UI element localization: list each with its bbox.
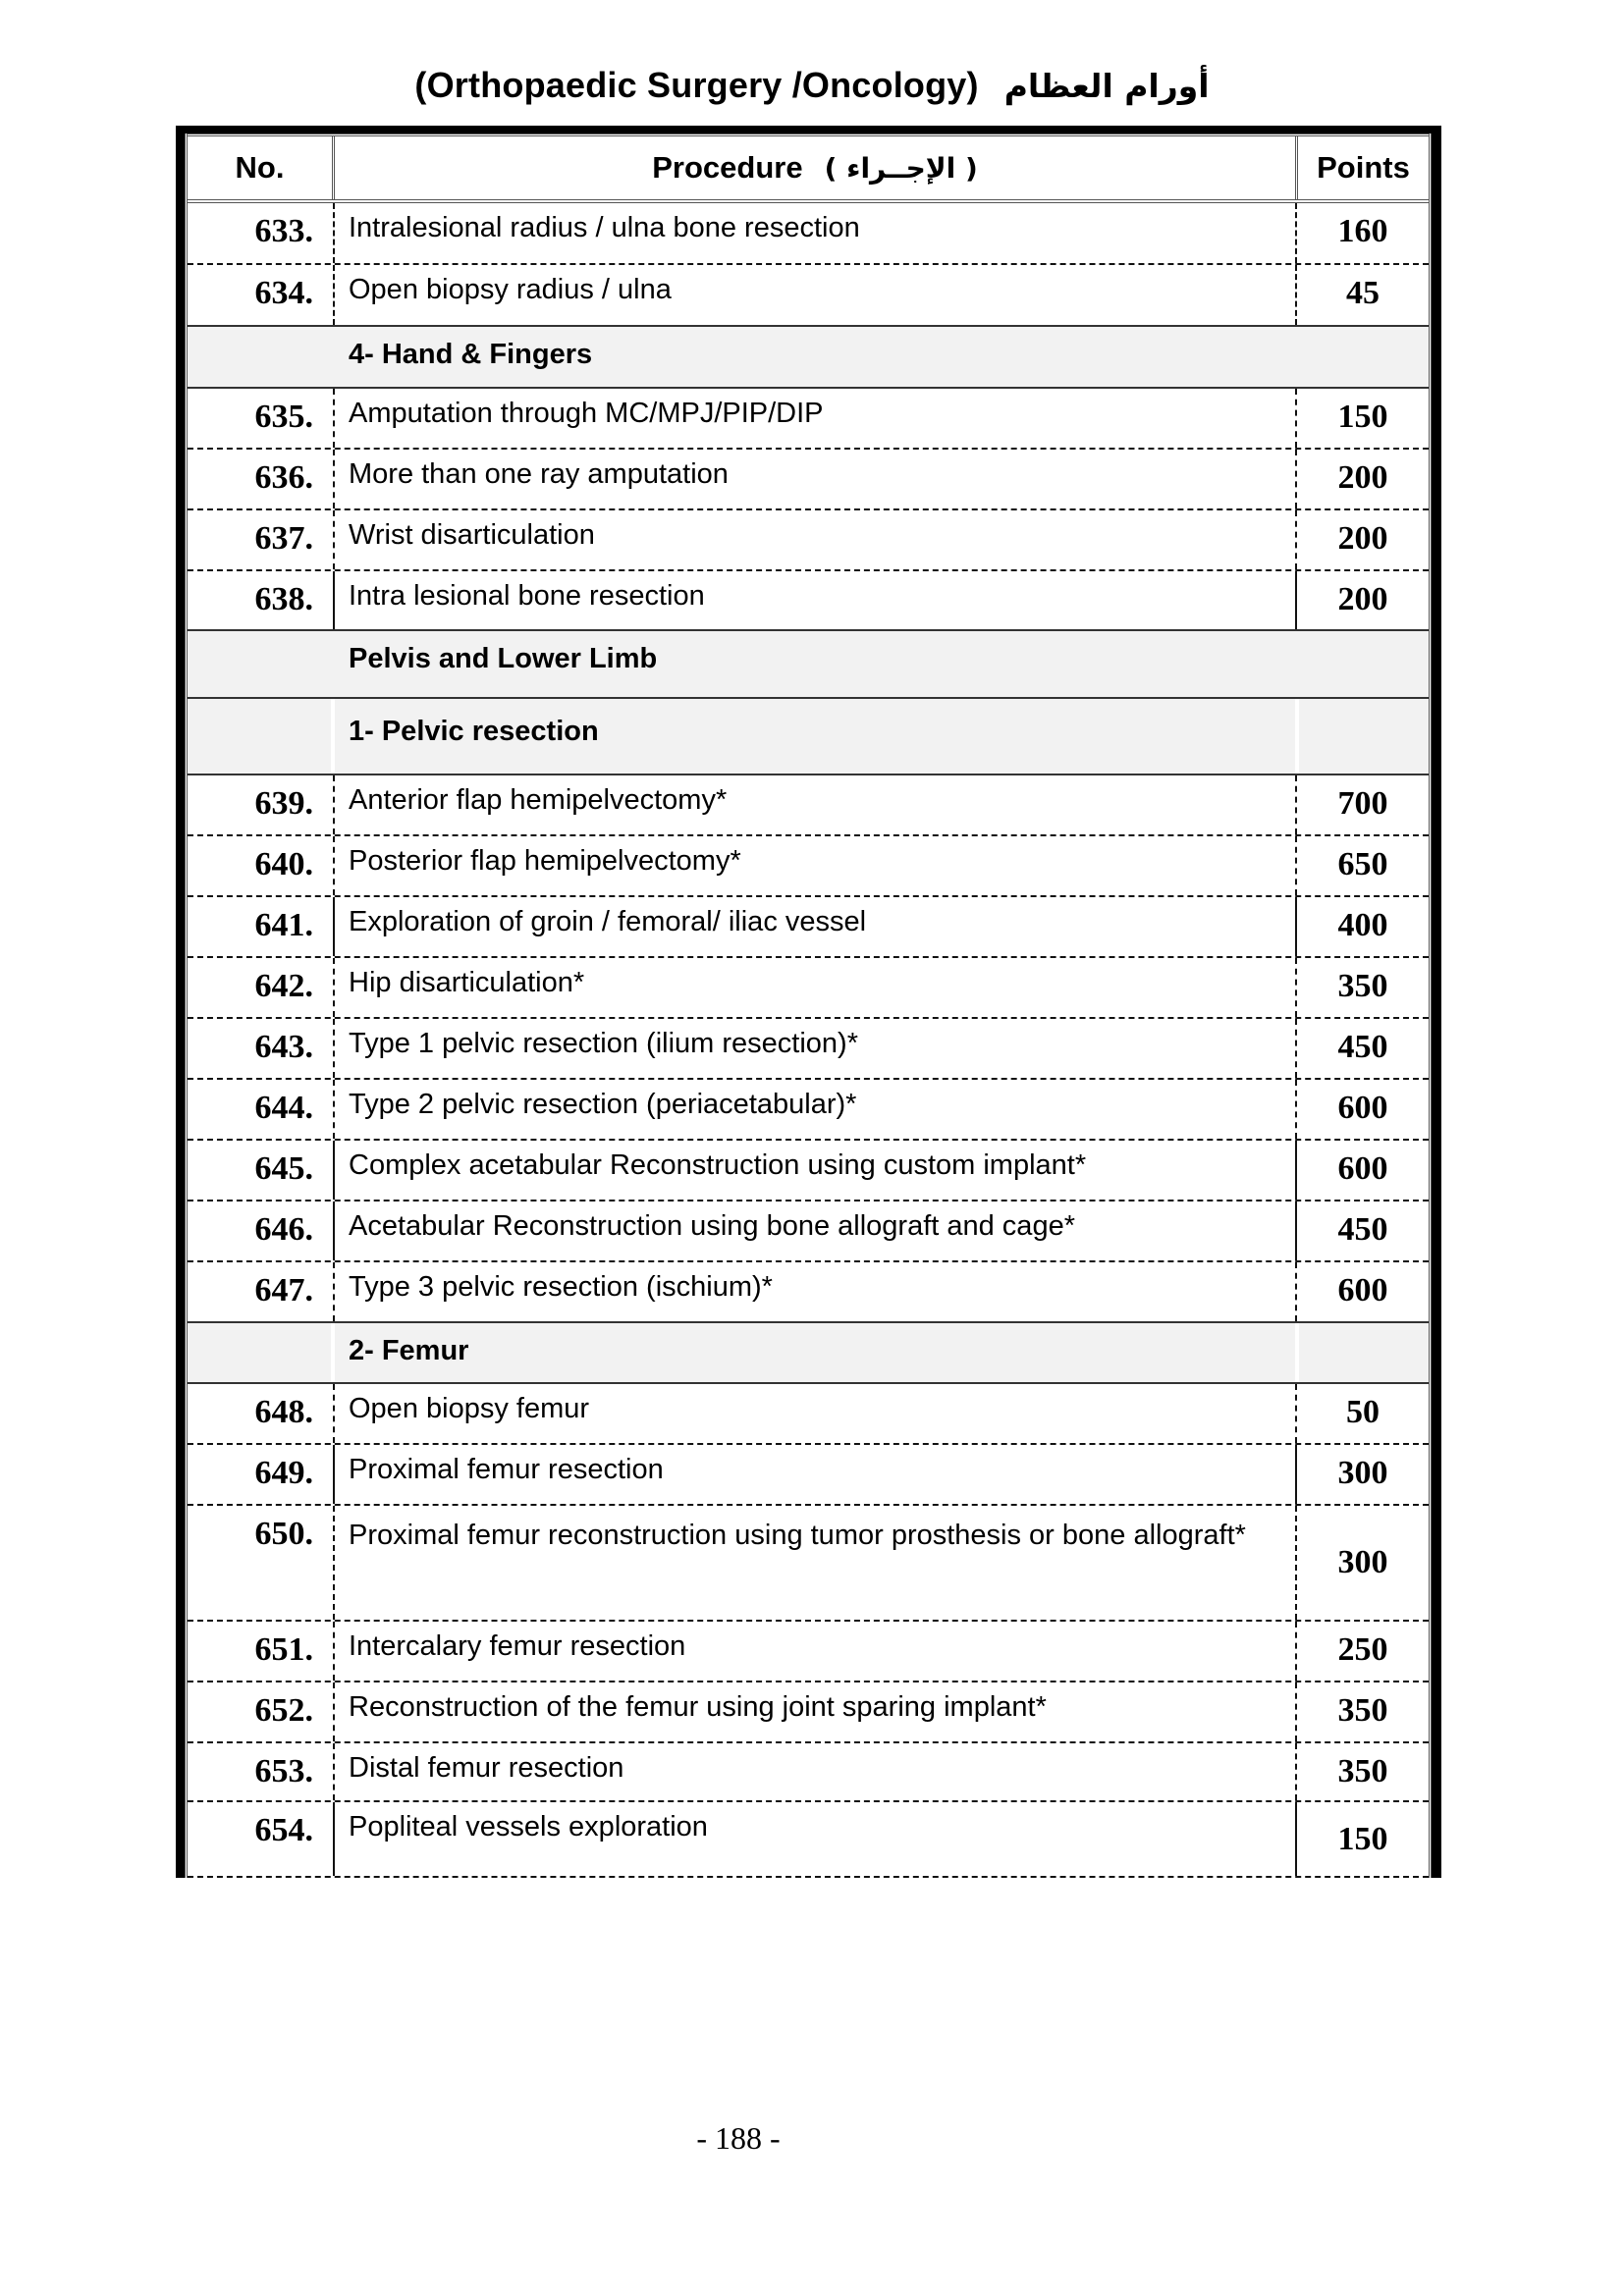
procedure-points: 700 <box>1295 775 1429 834</box>
procedure-number: 639. <box>188 775 335 834</box>
procedure-name: Hip disarticulation* <box>349 967 585 998</box>
procedure-number: 636. <box>188 450 335 508</box>
table-row <box>188 1682 1429 1743</box>
table-row <box>188 1506 1429 1622</box>
table-row <box>188 1019 1429 1080</box>
procedure-name: Anterior flap hemipelvectomy* <box>349 784 728 816</box>
procedure-number: 653. <box>188 1743 335 1800</box>
procedures-table <box>185 133 1432 1878</box>
procedure-name: Complex acetabular Reconstruction using custom implant* <box>349 1149 1087 1181</box>
section-label: 2- Femur <box>349 1335 469 1366</box>
procedure-number: 647. <box>188 1262 335 1321</box>
procedure-name: Proximal femur reconstruction using tumor prosthesis or bone allograft* <box>349 1520 1246 1551</box>
table-row <box>188 958 1429 1019</box>
table-row <box>188 1802 1429 1878</box>
table-header-row <box>188 133 1429 203</box>
table-row <box>188 1262 1429 1323</box>
procedure-number: 637. <box>188 510 335 569</box>
procedure-number: 635. <box>188 389 335 448</box>
procedure-name: Type 3 pelvic resection (ischium)* <box>349 1271 773 1303</box>
procedure-name: Open biopsy radius / ulna <box>349 274 672 305</box>
procedure-name: Acetabular Reconstruction using bone allograft and cage* <box>349 1210 1075 1242</box>
procedure-points: 350 <box>1295 1743 1429 1800</box>
section-points-cell <box>1295 327 1429 387</box>
procedure-points: 150 <box>1295 1802 1429 1876</box>
section-label: Pelvis and Lower Limb <box>349 643 658 674</box>
section-header-row <box>188 631 1429 699</box>
header-procedure-arabic: ( الإجــراء ) <box>824 152 978 185</box>
table-row <box>188 450 1429 510</box>
page-title-english: (Orthopaedic Surgery /Oncology) <box>414 65 979 105</box>
table-row <box>188 836 1429 897</box>
procedure-number: 643. <box>188 1019 335 1078</box>
procedure-name: Open biopsy femur <box>349 1393 590 1424</box>
procedure-points: 600 <box>1295 1262 1429 1321</box>
procedure-name: More than one ray amputation <box>349 458 729 490</box>
section-points-cell <box>1295 631 1429 697</box>
procedure-name: Exploration of groin / femoral/ iliac vessel <box>349 906 867 937</box>
procedure-number: 654. <box>188 1802 335 1876</box>
table-row <box>188 571 1429 631</box>
procedure-number: 641. <box>188 897 335 956</box>
section-no-cell <box>188 631 335 697</box>
section-points-cell <box>1295 699 1429 774</box>
procedure-points: 160 <box>1295 203 1429 263</box>
section-header-row <box>188 327 1429 389</box>
procedure-name: Intra lesional bone resection <box>349 580 705 612</box>
section-no-cell <box>188 699 335 774</box>
procedure-points: 350 <box>1295 1682 1429 1741</box>
procedure-points: 45 <box>1295 265 1429 325</box>
section-points-cell <box>1295 1323 1429 1382</box>
procedure-name: Amputation through MC/MPJ/PIP/DIP <box>349 398 824 429</box>
procedure-points: 300 <box>1295 1445 1429 1504</box>
procedure-number: 646. <box>188 1201 335 1260</box>
table-row <box>188 1141 1429 1201</box>
table-row <box>188 265 1429 327</box>
procedure-name: Distal femur resection <box>349 1752 624 1784</box>
header-procedure-label: Procedure <box>652 150 803 185</box>
procedure-number: 651. <box>188 1622 335 1681</box>
section-header-row <box>188 1323 1429 1384</box>
procedure-number: 634. <box>188 265 335 325</box>
procedure-points: 650 <box>1295 836 1429 895</box>
section-no-cell <box>188 327 335 387</box>
section-no-cell <box>188 1323 335 1382</box>
procedure-name: Wrist disarticulation <box>349 519 595 551</box>
table-row <box>188 897 1429 958</box>
procedure-name: Type 1 pelvic resection (ilium resection)* <box>349 1028 858 1059</box>
procedure-number: 640. <box>188 836 335 895</box>
procedure-name: Type 2 pelvic resection (periacetabular)* <box>349 1089 857 1120</box>
table-row <box>188 203 1429 265</box>
section-label: 4- Hand & Fingers <box>349 339 593 370</box>
page-number: - 188 - <box>696 2120 781 2156</box>
procedure-points: 250 <box>1295 1622 1429 1681</box>
table-row <box>188 1743 1429 1802</box>
header-points: Points <box>1295 136 1429 199</box>
procedure-points: 450 <box>1295 1019 1429 1078</box>
procedure-number: 652. <box>188 1682 335 1741</box>
procedure-name: Intercalary femur resection <box>349 1630 686 1662</box>
table-row <box>188 510 1429 571</box>
procedure-points: 600 <box>1295 1080 1429 1139</box>
procedure-name: Posterior flap hemipelvectomy* <box>349 845 741 877</box>
procedure-name: Intralesional radius / ulna bone resection <box>349 212 860 243</box>
procedure-name: Proximal femur resection <box>349 1454 664 1485</box>
procedure-number: 633. <box>188 203 335 263</box>
section-header-row <box>188 699 1429 775</box>
table-row <box>188 775 1429 836</box>
procedure-points: 200 <box>1295 450 1429 508</box>
procedure-number: 642. <box>188 958 335 1017</box>
table-row <box>188 1622 1429 1682</box>
procedure-name: Reconstruction of the femur using joint sparing implant* <box>349 1691 1047 1723</box>
header-no: No. <box>188 136 335 199</box>
table-row <box>188 1445 1429 1506</box>
page-title <box>0 65 1624 106</box>
procedure-number: 649. <box>188 1445 335 1504</box>
procedure-number: 638. <box>188 571 335 629</box>
section-label: 1- Pelvic resection <box>349 716 599 747</box>
procedure-points: 300 <box>1295 1506 1429 1620</box>
procedure-points: 200 <box>1295 510 1429 569</box>
procedure-number: 644. <box>188 1080 335 1139</box>
procedure-points: 150 <box>1295 389 1429 448</box>
procedure-number: 648. <box>188 1384 335 1443</box>
table-row <box>188 1384 1429 1445</box>
procedure-points: 200 <box>1295 571 1429 629</box>
header-procedure <box>335 136 1295 199</box>
procedure-number: 645. <box>188 1141 335 1200</box>
table-row <box>188 389 1429 450</box>
procedure-number: 650. <box>188 1506 335 1620</box>
table-row <box>188 1080 1429 1141</box>
procedure-points: 350 <box>1295 958 1429 1017</box>
page-title-arabic: أورام العظام <box>1003 67 1210 105</box>
procedure-points: 450 <box>1295 1201 1429 1260</box>
table-row <box>188 1201 1429 1262</box>
procedure-points: 600 <box>1295 1141 1429 1200</box>
procedure-points: 400 <box>1295 897 1429 956</box>
procedure-points: 50 <box>1295 1384 1429 1443</box>
procedure-name: Popliteal vessels exploration <box>349 1811 708 1842</box>
table-body <box>188 203 1429 1878</box>
